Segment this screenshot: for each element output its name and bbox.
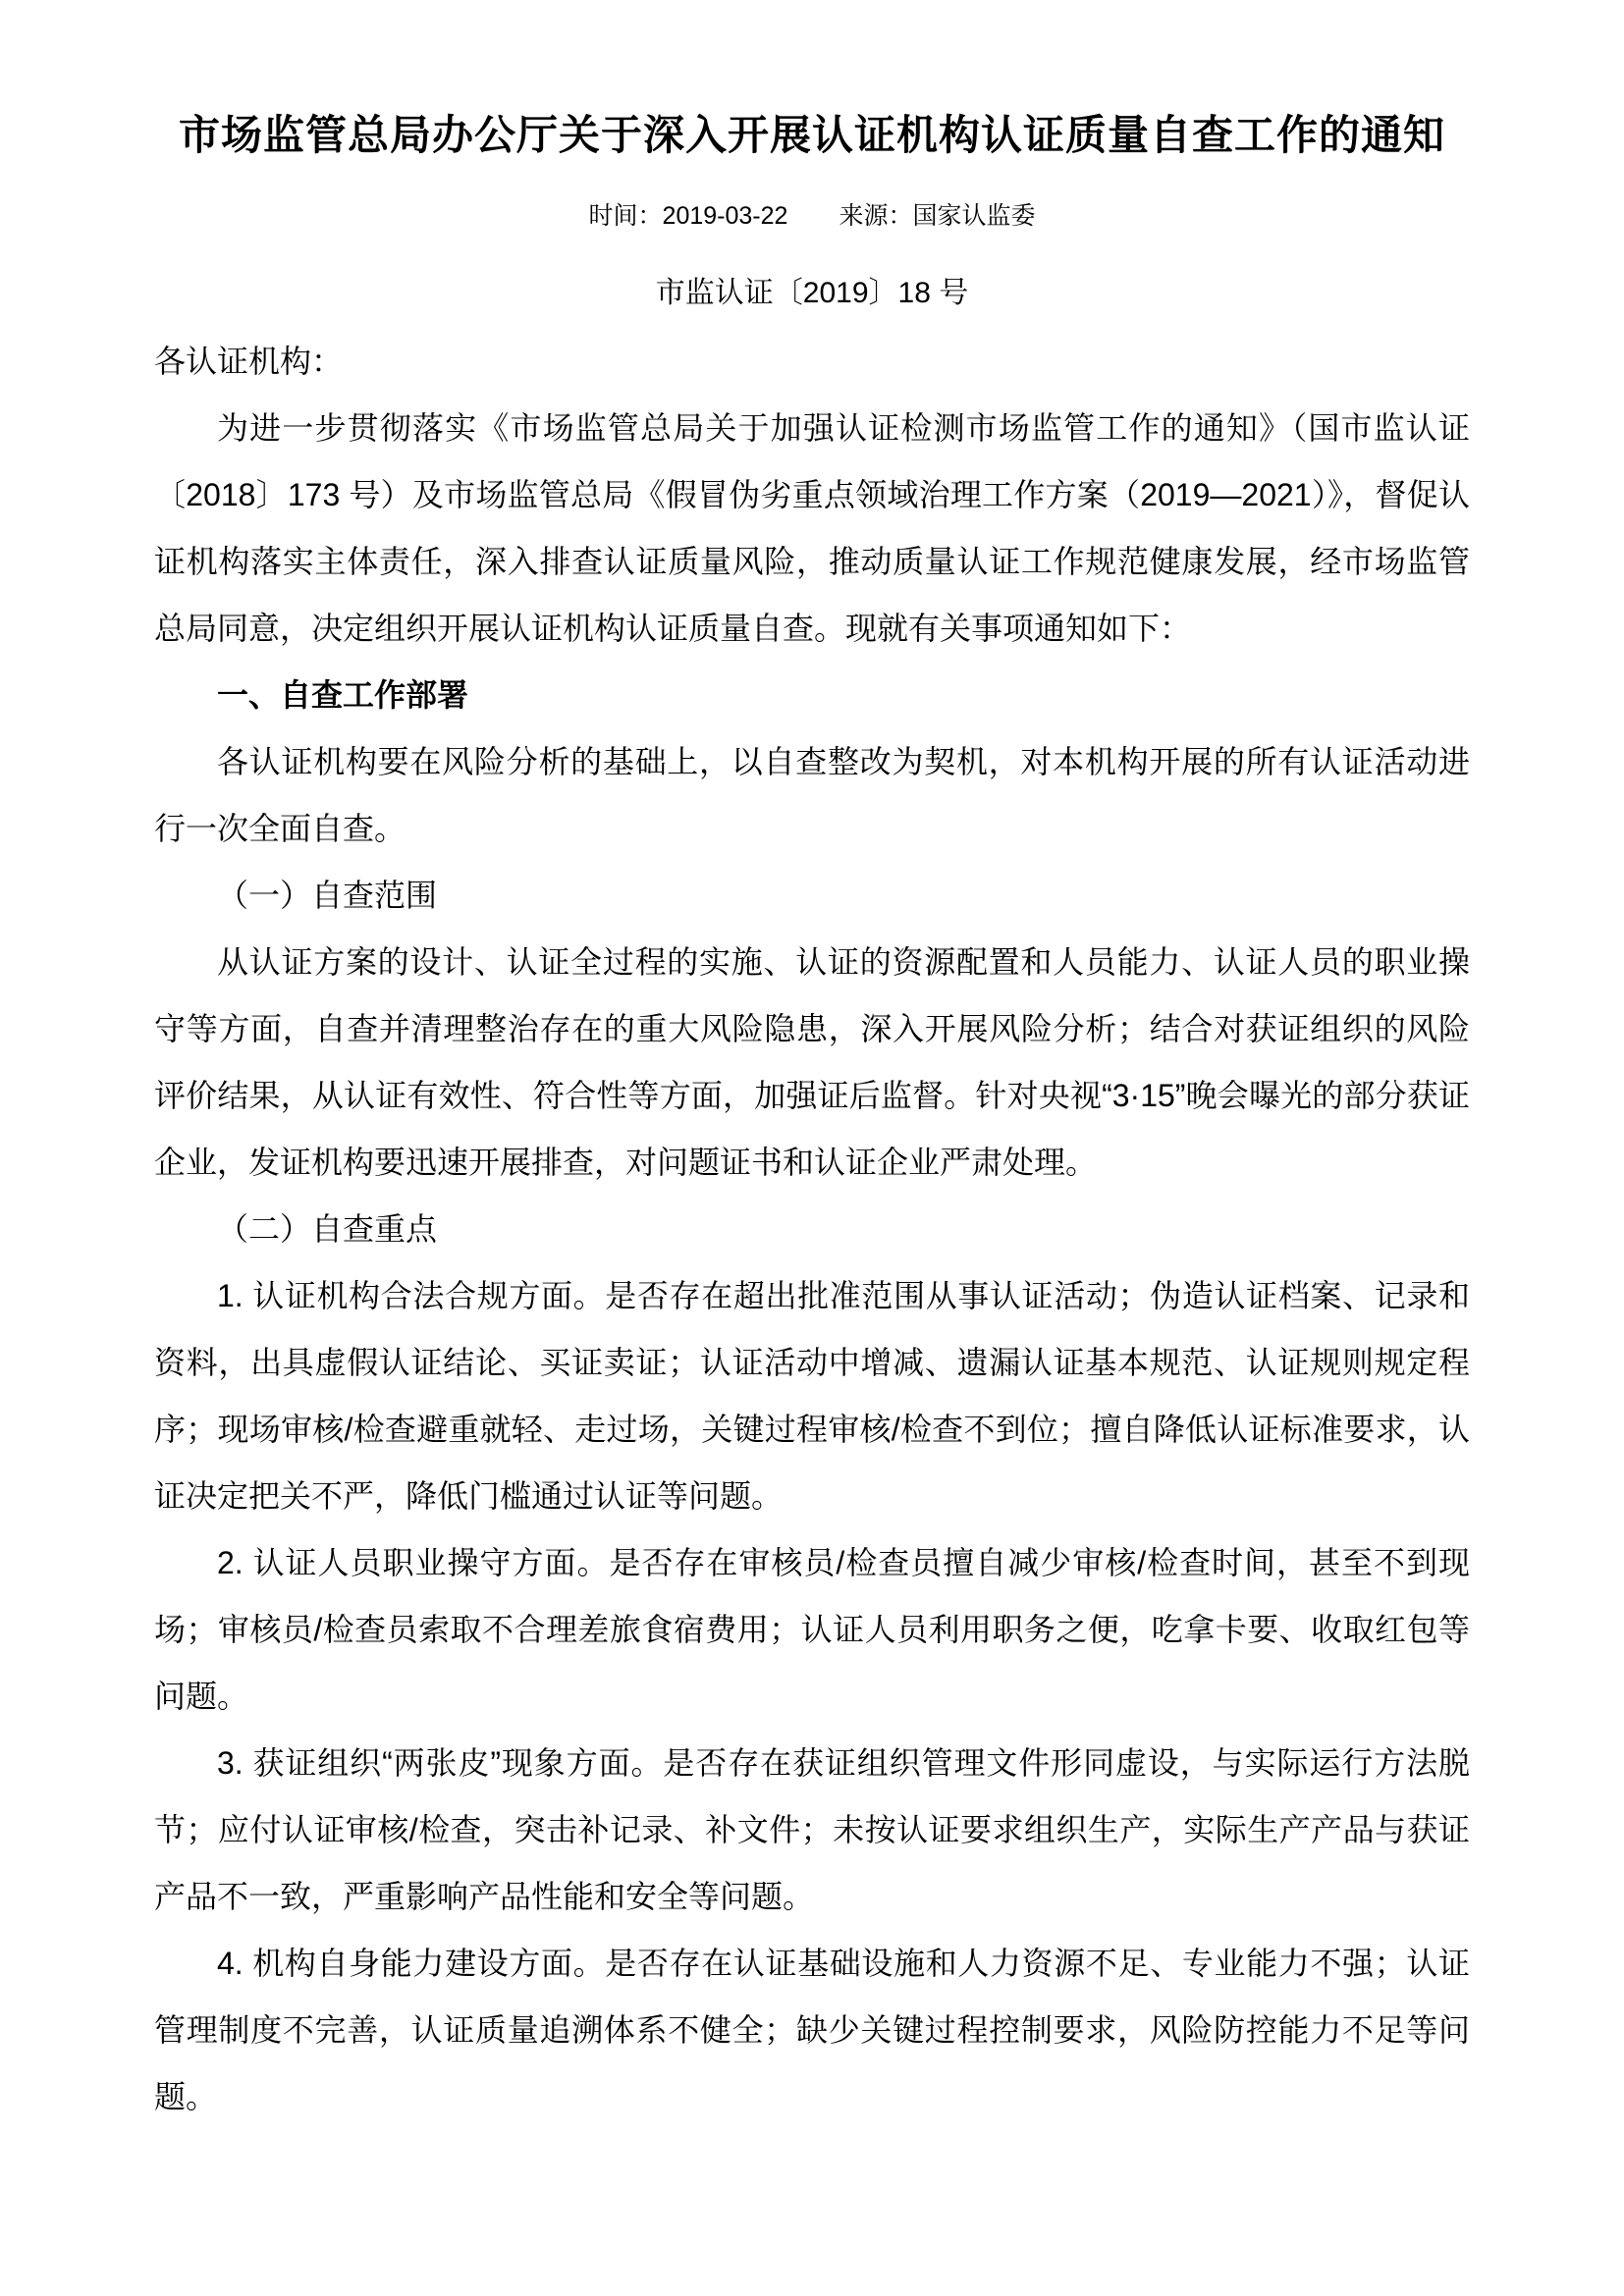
salutation: 各认证机构： [154,344,344,379]
paragraph-item-3: 3. 获证组织“两张皮”现象方面。是否存在获证组织管理文件形同虚设，与实际运行方法脱节；应付认证审核/检查，突击补记录、补文件；未按认证要求组织生产，实际生产产品与获证产品不一致，严重影响产品性能和安全等问题。 [154,1745,1470,1914]
paragraph-scope: 从认证方案的设计、认证全过程的实施、认证的资源配置和人员能力、认证人员的职业操守等方面，自查并清理整治存在的重大风险隐患，深入开展风险分析；结合对获证组织的风险评价结果，从认证有效性、符合性等方面，加强证后监督。针对央视“3·15”晚会曝光的部分获证企业，发证机构要迅速开展排查，对问题证书和认证企业严肃处理。 [154,944,1470,1180]
subsection-heading-focus: （二）自查重点 [217,1211,438,1247]
paragraph-item-1: 1. 认证机构合法合规方面。是否存在超出批准范围从事认证活动；伪造认证档案、记录和资料，出具虚假认证结论、买证卖证；认证活动中增减、遗漏认证基本规范、认证规则规定程序；现场审核/检查避重就轻、走过场，关键过程审核/检查不到位；擅自降低认证标准要求，认证决定把关不严，降低门槛通过认证等问题。 [154,1278,1470,1514]
meta-time: 时间：2019-03-22 [588,202,788,230]
subsection-heading-scope: （一）自查范围 [217,878,438,913]
paragraph-item-4: 4. 机构自身能力建设方面。是否存在认证基础设施和人力资源不足、专业能力不强；认证管理制度不完善，认证质量追溯体系不健全；缺少关键过程控制要求，风险防控能力不足等问题。 [154,1946,1470,2114]
document-meta [154,200,1470,232]
paragraph-item-2: 2. 认证人员职业操守方面。是否存在审核员/检查员擅自减少审核/检查时间，甚至不到现场；审核员/检查员索取不合理差旅食宿费用；认证人员利用职务之便，吃拿卡要、收取红包等问题。 [154,1545,1470,1714]
document-number: 市监认证〔2019〕18 号 [655,277,969,309]
paragraph-deployment: 各认证机构要在风险分析的基础上，以自查整改为契机，对本机构开展的所有认证活动进行一次全面自查。 [154,744,1470,846]
document-body [154,328,1470,2130]
meta-source: 来源：国家认监委 [839,202,1036,230]
paragraph-intro: 为进一步贯彻落实《市场监管总局关于加强认证检测市场监管工作的通知》（国市监认证〔2018〕173 号）及市场监管总局《假冒伪劣重点领域治理工作方案（2019—2021）》，督促认证机构落实主体责任，深入排查认证质量风险，推动质量认证工作规范健康发展，经市场监管总局同意，决定组织开展认证机构认证质量自查。现就有关事项通知如下： [154,410,1470,646]
section-heading-1: 一、自查工作部署 [217,677,469,713]
document-title: 市场监管总局办公厅关于深入开展认证机构认证质量自查工作的通知 [178,112,1445,158]
